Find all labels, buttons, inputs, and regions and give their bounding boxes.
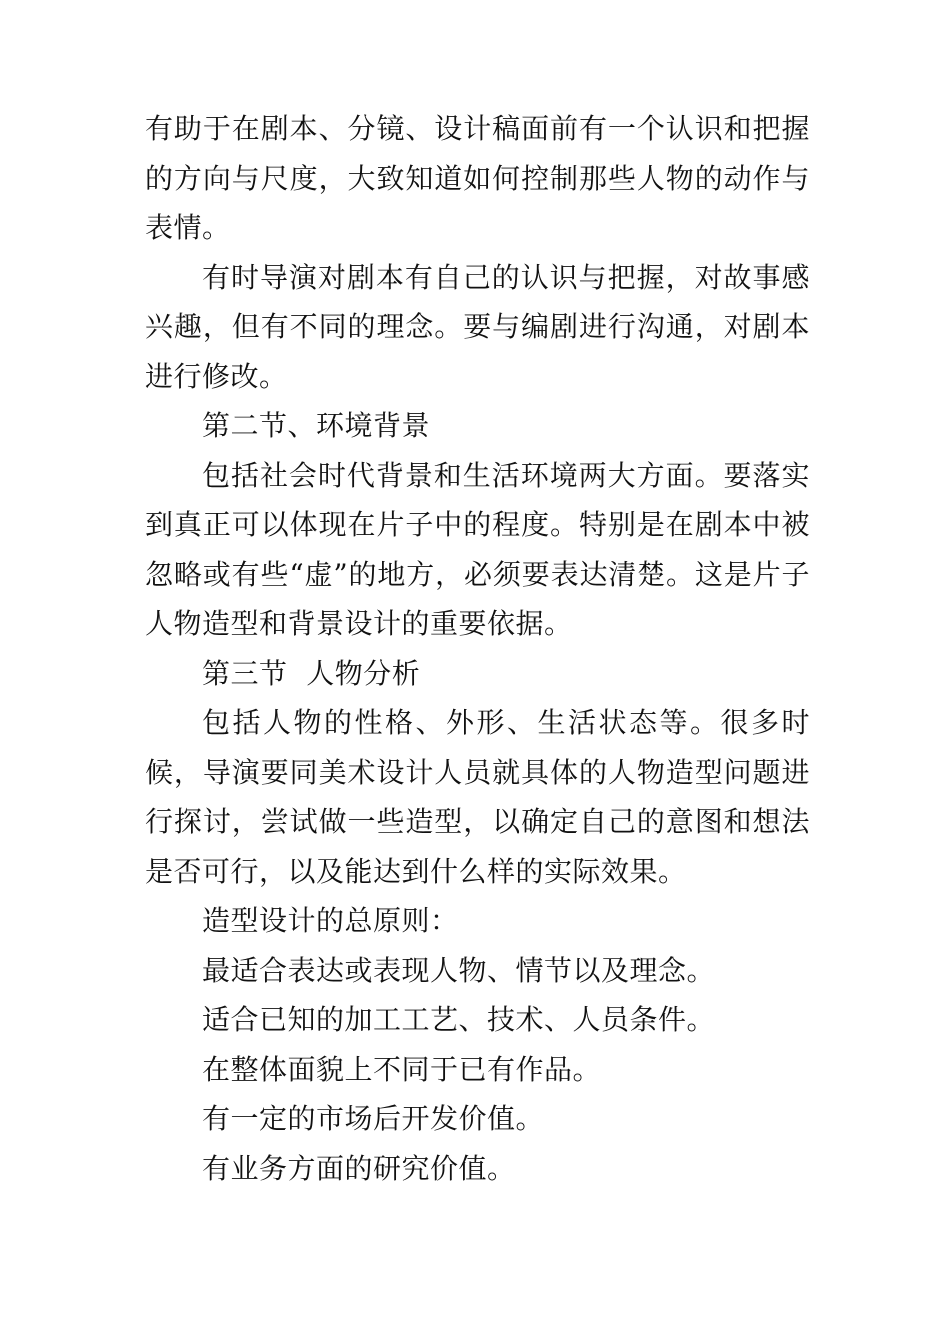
principle-item-1: 最适合表达或表现人物、情节以及理念。 <box>202 953 716 987</box>
section-heading-character: 第三节 人物分析 <box>202 656 421 690</box>
principle-item-5: 有业务方面的研究价值。 <box>202 1151 516 1185</box>
paragraph-2: 有时导演对剧本有自己的认识与把握，对故事感兴趣，但有不同的理念。要与编剧进行沟通，对剧本进行修改。 <box>145 260 810 393</box>
paragraph-1: 有助于在剧本、分镜、设计稿面前有一个认识和把握的方向与尺度，大致知道如何控制那些人物的动作与表情。 <box>145 112 810 244</box>
section-heading-environment: 第二节、环境背景 <box>202 409 431 442</box>
principle-item-3: 在整体面貌上不同于已有作品。 <box>202 1052 602 1086</box>
principle-item-2: 适合已知的加工工艺、技术、人员条件。 <box>202 1003 716 1036</box>
principles-title: 造型设计的总原则： <box>202 904 459 937</box>
paragraph-4: 包括人物的性格、外形、生活状态等。很多时候，导演要同美术设计人员就具体的人物造型问题进行探讨，尝试做一些造型，以确定自己的意图和想法是否可行，以及能达到什么样的实际效果。 <box>145 706 810 888</box>
paragraph-3: 包括社会时代背景和生活环境两大方面。要落实到真正可以体现在片子中的程度。特别是在剧本中被忽略或有些“虚”的地方，必须要表达清楚。这是片子人物造型和背景设计的重要依据。 <box>145 458 810 640</box>
principle-item-4: 有一定的市场后开发价值。 <box>202 1102 545 1135</box>
document-page <box>145 104 810 1193</box>
